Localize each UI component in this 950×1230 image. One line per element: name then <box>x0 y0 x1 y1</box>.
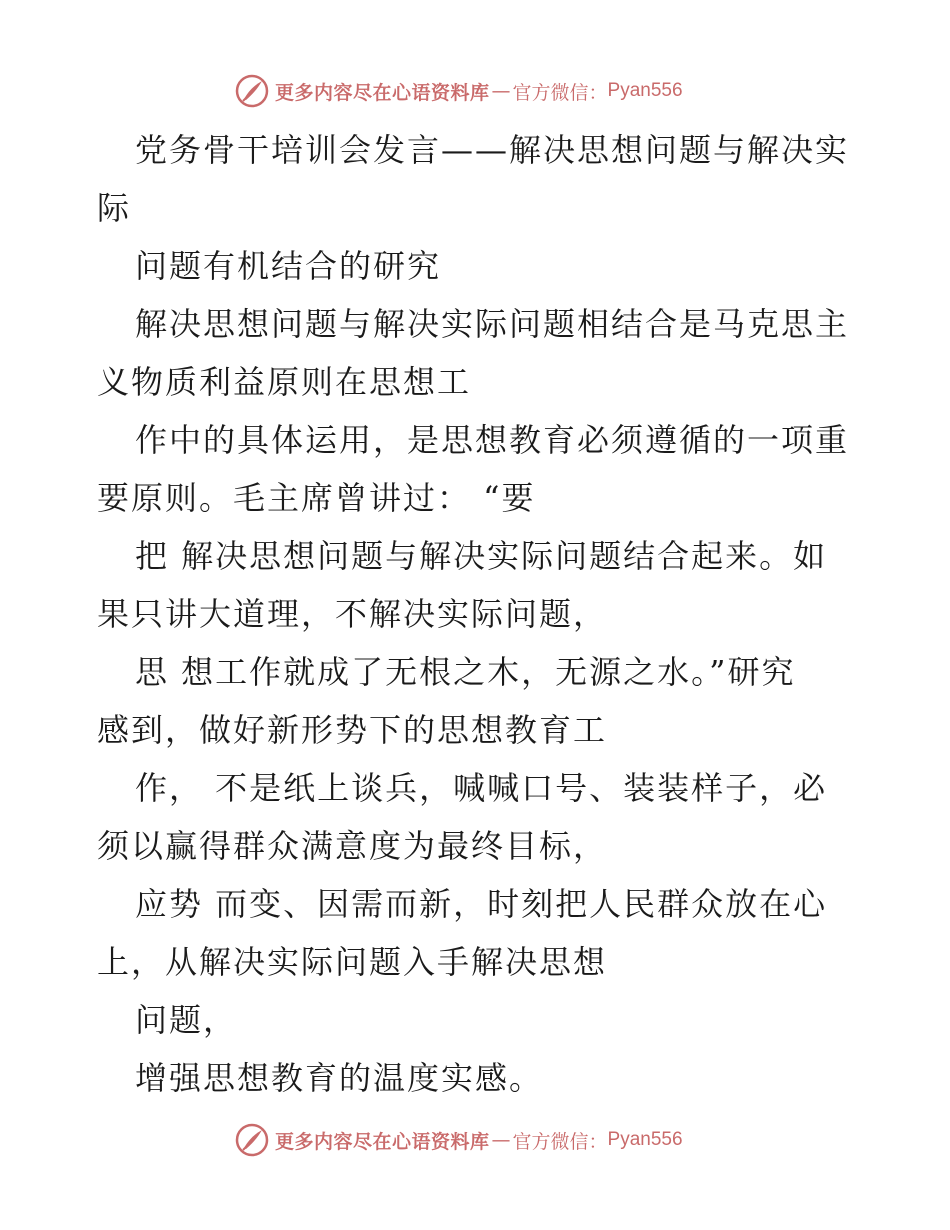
title-line-3: 问题有机结合的研究 <box>135 247 442 285</box>
watermark-label: 官方微信： <box>512 81 608 104</box>
watermark-wechat-id: Pyan556 <box>607 1129 683 1150</box>
title-line-2: 际 <box>97 189 132 227</box>
document-body <box>97 121 857 1107</box>
watermark-dash: — <box>491 1129 511 1151</box>
body-line: 思 想工作就成了无根之木，无源之水。”研究 <box>135 653 796 691</box>
footer-watermark <box>235 1122 683 1158</box>
body-line: 义物质利益原则在思想工 <box>97 363 472 401</box>
watermark-brand: 更多内容尽在心语资料库 <box>275 81 490 104</box>
body-line: 应势 而变、因需而新，时刻把人民群众放在心 <box>135 885 828 923</box>
body-line: 果只讲大道理，不解决实际问题， <box>97 595 608 633</box>
body-line: 感到，做好新形势下的思想教育工 <box>97 711 608 749</box>
body-line: 增强思想教育的温度实感。 <box>135 1059 544 1097</box>
title-line-1: 党务骨干培训会发言——解决思想问题与解决实 <box>135 131 850 169</box>
body-line: 把 解决思想问题与解决实际问题结合起来。如 <box>135 537 828 575</box>
watermark-label: 官方微信： <box>512 1130 608 1153</box>
body-line: 上，从解决实际问题入手解决思想 <box>97 943 608 981</box>
body-line: 问题， <box>135 1001 238 1039</box>
body-line: 作中的具体运用，是思想教育必须遵循的一项重 <box>135 421 850 459</box>
watermark-wechat-id: Pyan556 <box>607 80 683 101</box>
body-line: 要原则。毛主席曾讲过： “要 <box>97 479 536 517</box>
watermark-dash: — <box>491 80 511 102</box>
body-line: 解决思想问题与解决实际问题相结合是马克思主 <box>135 305 850 343</box>
quill-seal-icon <box>235 1123 269 1157</box>
body-line: 须以赢得群众满意度为最终目标， <box>97 827 608 865</box>
quill-seal-icon <box>235 74 269 108</box>
header-watermark <box>235 73 683 109</box>
body-line: 作， 不是纸上谈兵，喊喊口号、装装样子，必 <box>135 769 828 807</box>
watermark-brand: 更多内容尽在心语资料库 <box>275 1130 490 1153</box>
